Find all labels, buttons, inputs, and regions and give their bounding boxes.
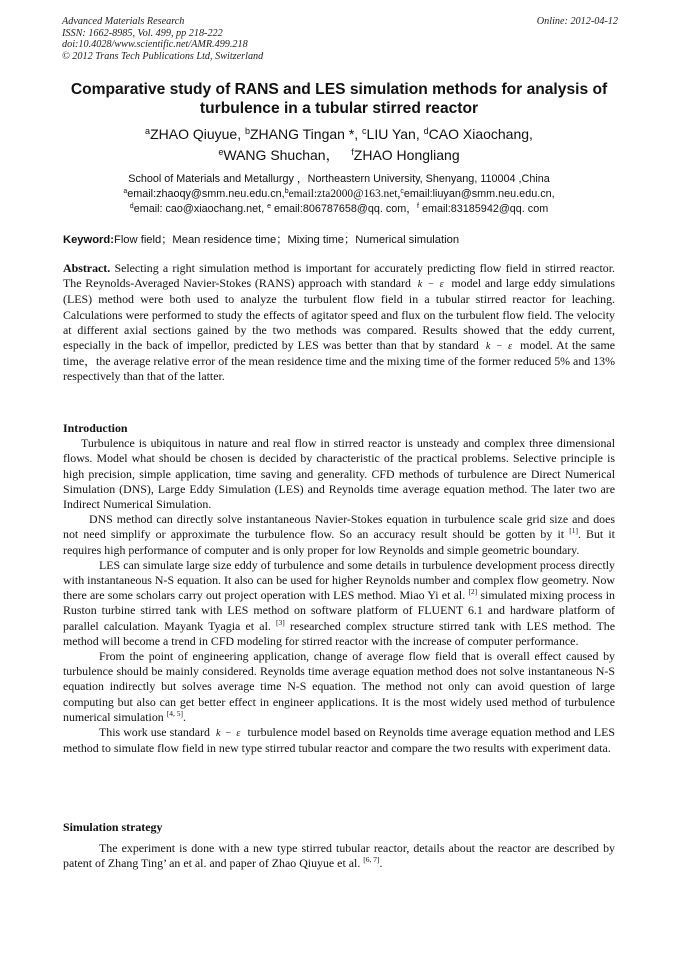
title-line-1: Comparative study of RANS and LES simulation methods for analysis of [70, 81, 608, 98]
journal-header [62, 16, 618, 62]
affiliation-block [40, 172, 638, 218]
email-line-1 [40, 187, 638, 202]
abstract-text-1: Selecting a right simulation method is important for accurately predicting flow field in stirred reactor. The Reynolds-Averaged Navier-Stokes (RANS) approach with standard [63, 261, 615, 291]
author-sup: e [218, 147, 224, 157]
intro-paragraph-4 [63, 649, 615, 725]
k-epsilon-symbol: k − ε [485, 341, 514, 353]
k-epsilon-symbol: k − ε [216, 728, 242, 740]
k-epsilon-symbol: k − ε [417, 279, 445, 291]
doi-line: doi:10.4028/www.scientific.net/AMR.499.218 [62, 39, 248, 51]
email-c: email:liuyan@smm.neu.edu.cn, [403, 188, 555, 201]
author-list [50, 124, 628, 166]
author-name: CAO Xiaochang, [428, 126, 533, 142]
author-sup: b [244, 126, 250, 136]
sim-p1-text: The experiment is done with a new type stirred tubular reactor, details about the reactor are described by patent of Zhang Ting’ an et al. and paper of Zhao Qiuyue et al. [63, 841, 615, 871]
affiliation-line: School of Materials and Metallurgy ，Northeastern University, Shenyang, 110004 ,China [128, 173, 550, 185]
intro-paragraph-3 [63, 558, 615, 649]
keywords-items: Flow field；Mean residence time；Mixing time；Numerical simulation [113, 234, 460, 246]
intro-p4-text: . [182, 709, 186, 724]
author-sup: d [423, 126, 429, 136]
abstract-section [63, 261, 615, 385]
intro-paragraph-2 [63, 512, 615, 558]
paper-title [50, 80, 628, 118]
intro-paragraph-1: Turbulence is ubiquitous in nature and real flow in stirred reactor is unsteady and complex three dimensional flows. Model what should be chosen is decided by characteristic of the practical problems. Selective principle is high precision, simple application, time saving and generality. CFD methods of turbulence are Direct Numerical Simulation (DNS), Large Eddy Simulation (LES) and Reynolds time average equation method. The later two are Indirect Numerical Simulation. [63, 436, 615, 512]
author-name: ZHAO Hongliang [353, 147, 460, 163]
email-sup: e [267, 203, 272, 211]
author-sup: c [362, 126, 367, 136]
abstract-paragraph [63, 261, 615, 385]
intro-paragraph-5 [63, 725, 615, 756]
citation: [4, 5] [166, 708, 183, 718]
intro-p3-text: researched complex structure stirred tank with LES method. The method will become a trend in CFD modeling for stirred reactor with the increase of computer performance. [63, 618, 615, 648]
keywords [63, 233, 619, 247]
author-name: LIU Yan, [366, 126, 424, 142]
author-name: ZHANG Tingan *, [250, 126, 363, 142]
email-sup: b [284, 188, 289, 196]
email-e: email:806787658@qq. com， [271, 203, 418, 216]
introduction-heading: Introduction [63, 421, 128, 435]
simulation-heading: Simulation strategy [63, 820, 163, 834]
title-line-2: turbulence in a tubular stirred reactor [199, 100, 479, 117]
email-d: email: cao@xiaochang.net, [133, 203, 268, 216]
email-a: email:zhaoqy@smm.neu.edu.cn, [127, 188, 285, 201]
intro-p5-text: turbulence model based on Reynolds time average equation method and LES method to simulate flow field in new type stirred tubular reactor and compare the two results with experiment data. [63, 725, 615, 756]
email-f: email:83185942@qq. com [418, 203, 549, 216]
citation: [2] [468, 587, 478, 597]
introduction-section [63, 421, 615, 756]
author-sup: f [351, 147, 354, 157]
email-sup: f [417, 203, 419, 211]
email-sup: c [400, 188, 404, 196]
email-sup: a [123, 188, 128, 196]
abstract-text-3: model. At the same time，the average relative error of the mean residence time and the mixing time of the former reduced 5% and 13% respectively than that of the latter. [63, 338, 615, 384]
copyright-line: © 2012 Trans Tech Publications Ltd, Switzerland [62, 50, 264, 62]
intro-p2-text: . But it requires high performance of computer and is only proper for low Reynolds and simple geometric boundary. [63, 527, 615, 557]
intro-p2-text: DNS method can directly solve instantaneous Navier-Stokes equation in turbulence scale grid size and does not need simplify or approximate the turbulence flow. So an accuracy result should be gotten by it [63, 512, 615, 542]
email-line-2 [40, 202, 638, 217]
issn-line: ISSN: 1662-8985, Vol. 499, pp 218-222 [62, 27, 223, 39]
abstract-text-2: model and large eddy simulations (LES) method were both used to analyze the turbulent flow field in a tubular stirred reactor for leaching. Calculations were performed to study the effects of agitator speed and flux on the turbulent flow field. The velocity at different axial sections gained by the two methods was compared. Results showed that the eddy current, especially in the back of impellor, predicted by LES was better than that by standard [63, 276, 615, 353]
author-name: ZHAO Qiuyue, [150, 126, 245, 142]
simulation-section [63, 820, 615, 872]
abstract-label: Abstract. [63, 261, 111, 275]
citation: [1] [569, 526, 578, 536]
intro-p5-text: This work use standard [99, 725, 210, 740]
email-sup: d [129, 203, 134, 211]
intro-p4-text: From the point of engineering application, change of average flow field that is overall effect caused by turbulence should be mainly considered. Reynolds time average equation method does not solve instantaneous N-S equation indirectly but solves average time N-S equation. The method not only can avoid question of large computing but also can get better effect in engineer applications. It is the most widely used method of turbulence numerical simulation [63, 649, 615, 724]
simulation-paragraph-1 [63, 841, 615, 871]
keywords-label: Keyword: [63, 234, 114, 246]
author-line-1 [50, 124, 628, 145]
author-name: WANG Shuchan， [223, 147, 340, 163]
intro-p3-text: LES can simulate large size eddy of turbulence and some details in turbulence development process directly with instantaneous N-S equation. It also can be used for higher Reynolds number and complex flow geometry. Now there are some scholars carry out project operation with LES method. Miao Yi et al. [63, 557, 615, 603]
citation: [6, 7] [363, 855, 380, 865]
journal-name: Advanced Materials Research [62, 16, 185, 27]
intro-p3-text: simulated mixing process in Ruston turbine stirred tank with LES method on software platform of FLUENT 6.1 and hardware platform of parallel calculation. Mayank Tyagia et al. [63, 588, 615, 633]
online-date: Online: 2012-04-12 [536, 16, 618, 27]
author-line-2 [50, 145, 628, 166]
sim-p1-text: . [379, 856, 383, 871]
citation: [3] [276, 617, 285, 627]
author-sup: a [145, 126, 151, 136]
email-b: email:zta2000@163.net, [288, 188, 401, 201]
